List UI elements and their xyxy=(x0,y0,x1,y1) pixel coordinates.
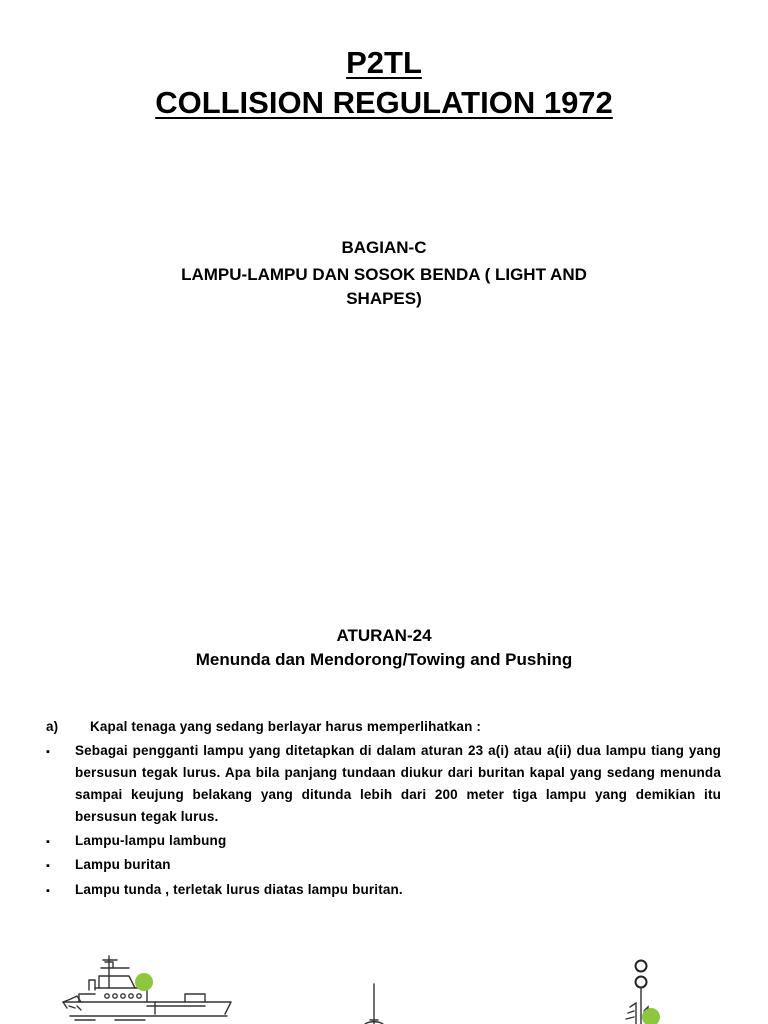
bullet-text-4: Lampu tunda , terletak lurus diatas lampu buritan. xyxy=(75,882,403,897)
bullet-marker: ▪ xyxy=(46,746,51,758)
bullet-text-1: Sebagai pengganti lampu yang ditetapkan di dalam aturan 23 a(i) atau a(ii) dua lampu tiang yang bersusun tegak lurus. Apa bila panjang tundaan diukur dari buritan kapal yang sedang menunda sampai keujung belakang yang ditunda lebih dari 200 meter tiga lampu yang demikian itu bersusun tegak lurus. xyxy=(75,743,721,824)
bullet-text-3: Lampu buritan xyxy=(75,857,171,872)
tug-vessel-illustration xyxy=(55,950,235,1024)
document-subtitle: COLLISION REGULATION 1972 xyxy=(155,85,613,120)
towed-mast-illustration xyxy=(355,980,395,1024)
bullet-text-2: Lampu-lampu lambung xyxy=(75,833,227,848)
bullet-marker: ▪ xyxy=(46,860,51,872)
section-heading: BAGIAN-C xyxy=(341,238,427,257)
rule-subtitle: Menunda dan Mendorong/Towing and Pushing xyxy=(195,650,573,669)
section-subtitle-line1: LAMPU-LAMPU DAN SOSOK BENDA ( LIGHT AND xyxy=(181,265,587,284)
item-a-marker: a) xyxy=(46,719,59,734)
section-subtitle-line2: SHAPES) xyxy=(346,289,422,308)
green-light-icon xyxy=(135,973,153,991)
masthead-light-icon xyxy=(636,961,647,972)
item-a-text: Kapal tenaga yang sedang berlayar harus memperlihatkan : xyxy=(90,719,482,734)
bullet-marker: ▪ xyxy=(46,836,51,848)
document-title: P2TL xyxy=(346,45,422,80)
bullet-marker: ▪ xyxy=(46,885,51,897)
masthead-lights-illustration xyxy=(610,955,680,1024)
rule-heading: ATURAN-24 xyxy=(336,626,432,645)
masthead-light-icon xyxy=(636,977,647,988)
